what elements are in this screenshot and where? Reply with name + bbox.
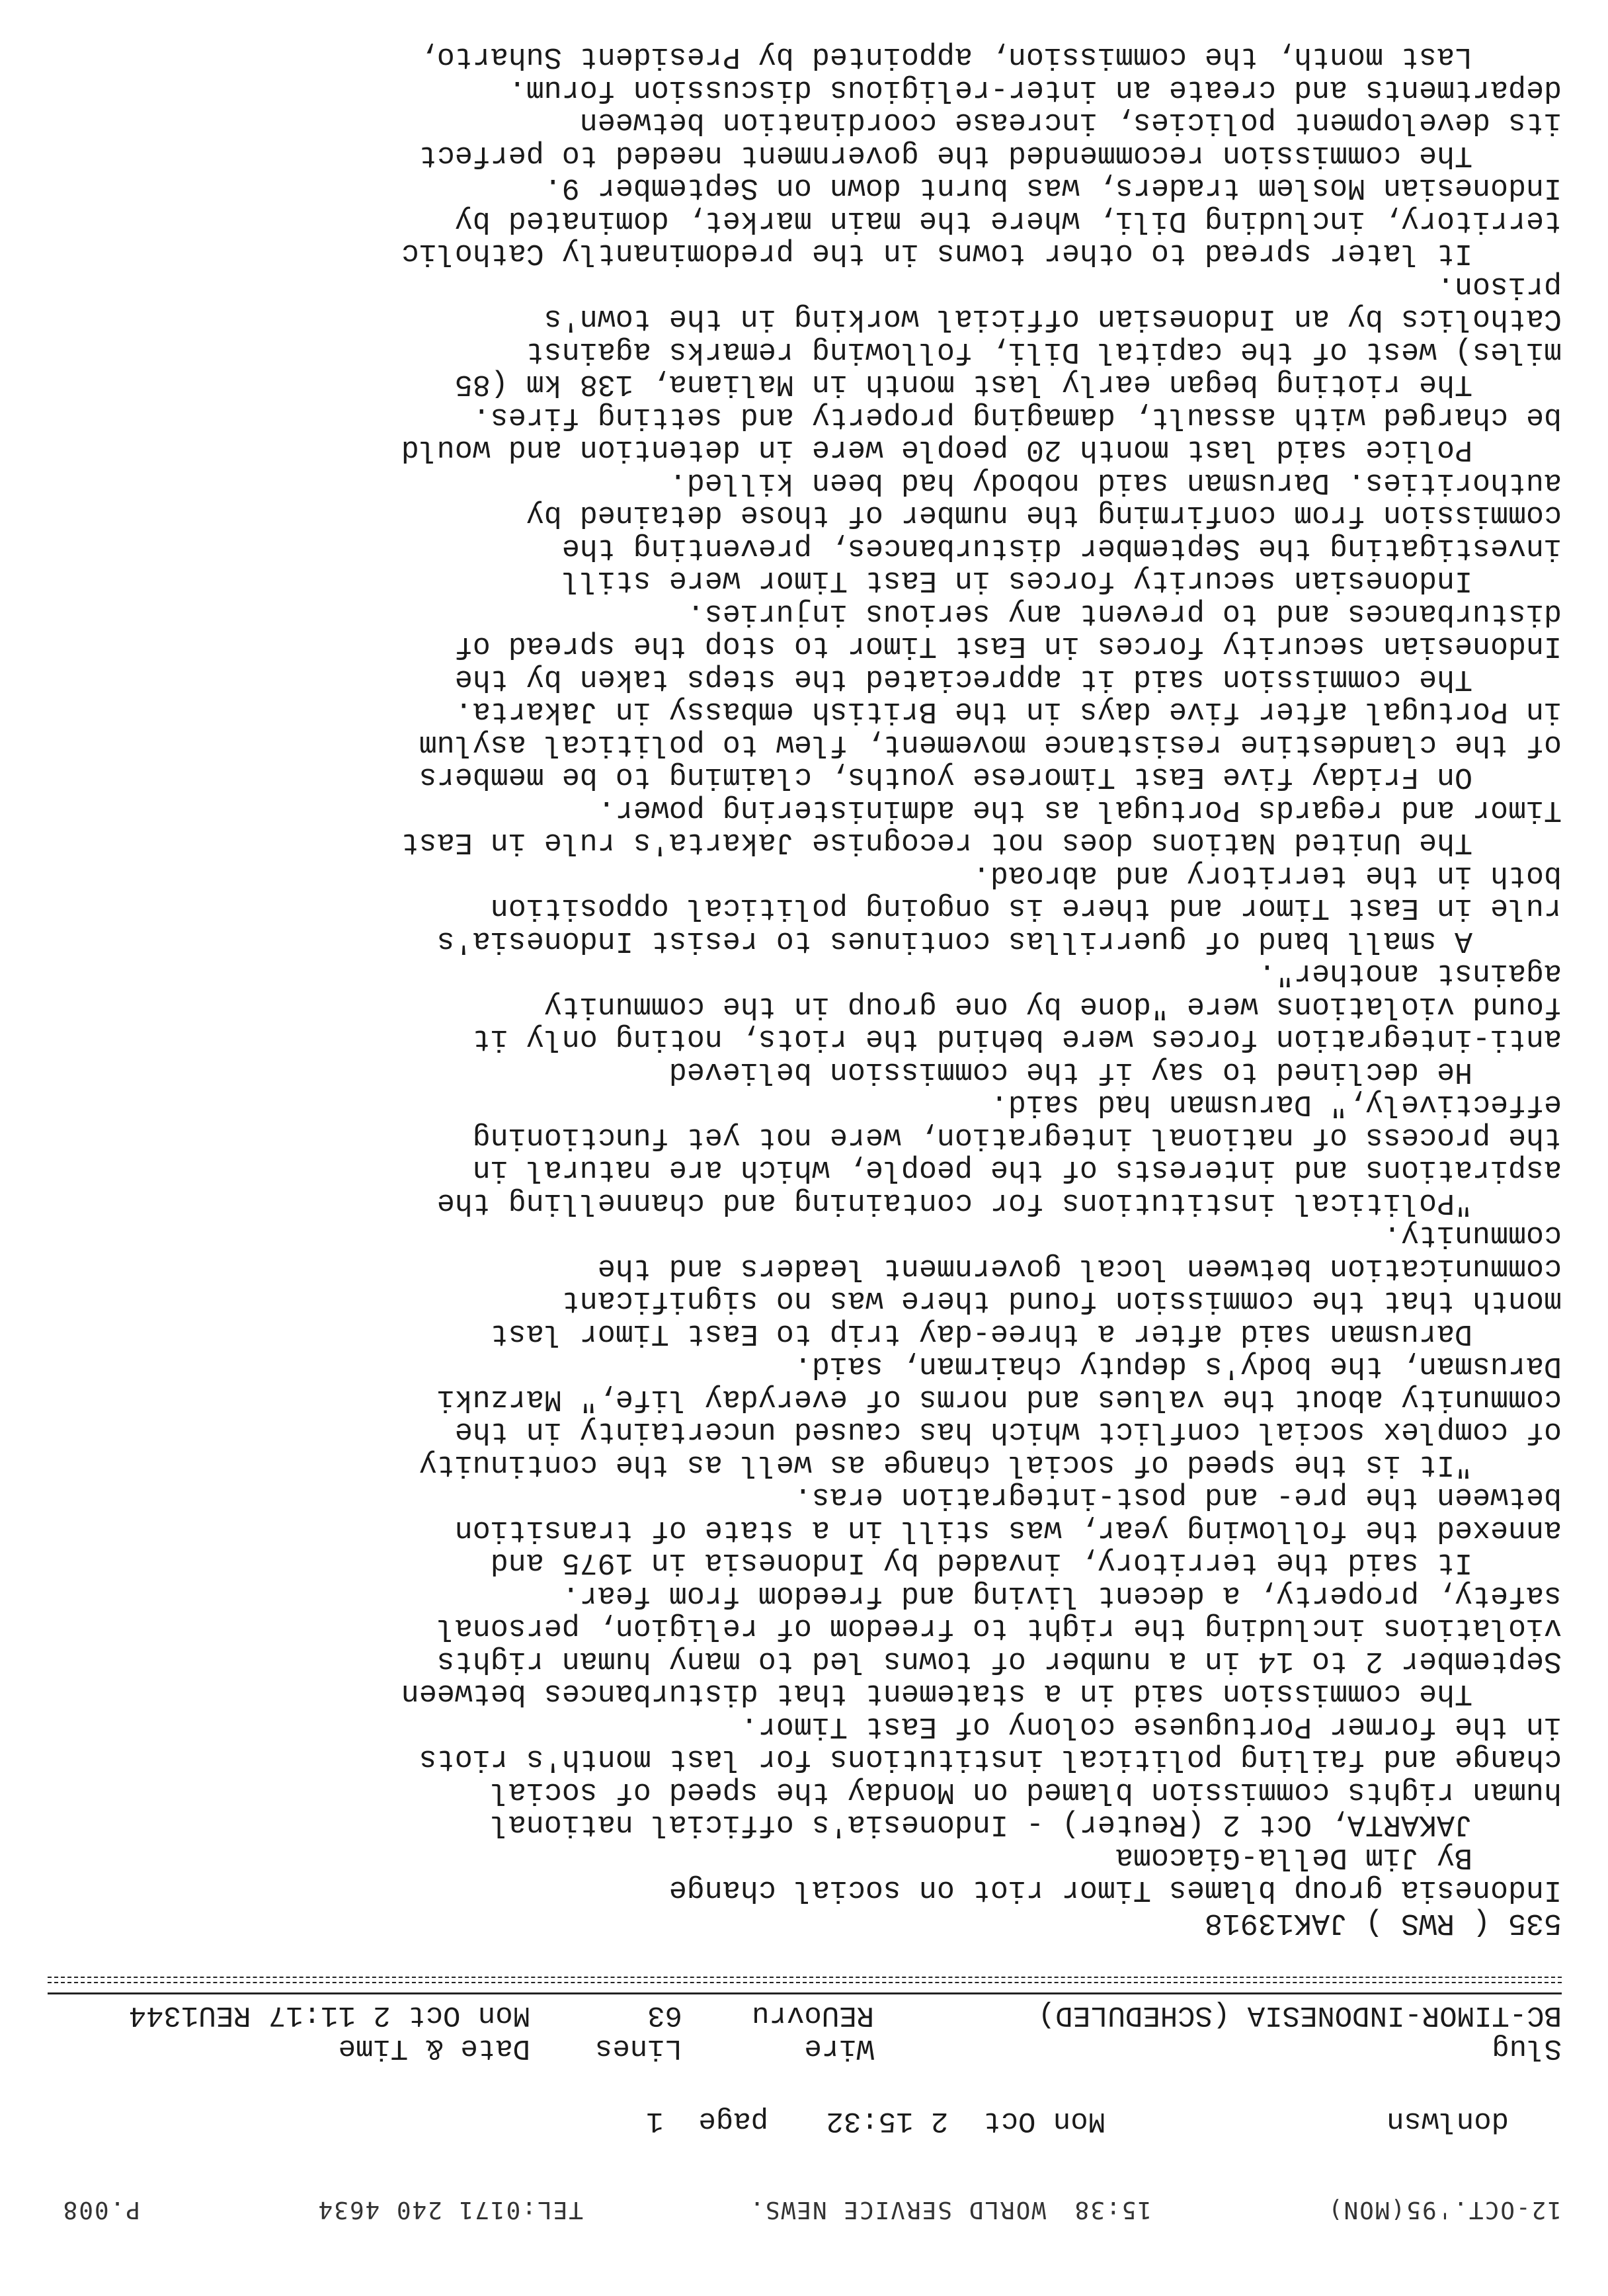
story-line: be charged with assault, damaging property and setting fires. (472, 400, 1562, 434)
story-line: in Portugal after five days in the British embassy in Jakarta. (454, 694, 1562, 729)
slug-table (48, 1977, 1562, 2065)
story-line: Police said last month 20 people were in detention and would (401, 432, 1562, 467)
story-line: the process of national integration, were not yet functioning (472, 1120, 1562, 1154)
story-body (41, 40, 1562, 1939)
story-line: investigating the September disturbances, preventing the (561, 531, 1562, 565)
story-line: It said the territory, invaded by Indonesia in 1975 and (490, 1545, 1562, 1580)
page-indicator: page 1 (646, 2104, 768, 2137)
story-line: between the pre- and post-integration eras. (793, 1480, 1562, 1514)
story-line: rule in East Timor and there is ongoing political opposition (490, 891, 1562, 925)
story-line: miles) west of the capital Dili, following remarks against (526, 335, 1562, 368)
lines-value: 63 (647, 1998, 682, 2031)
story-line: community. (1383, 1218, 1562, 1252)
story-line: September 2 to 14 in a number of towns led to many human rights (436, 1644, 1562, 1678)
fax-telephone: TEL:0171 240 4634 (317, 2196, 583, 2223)
story-line: The commission recommended the government needed to perfect (419, 138, 1562, 172)
slug-value: BC-TIMOR-INDONESIA (SCHEDULED) (1037, 1998, 1562, 2031)
story-line: departments and create an inter-religious discussion forum. (508, 73, 1562, 106)
slug-header-row (48, 2031, 1562, 2065)
story-line: violations including the right to freedom of religion, personal (436, 1611, 1562, 1645)
divider (48, 1977, 1562, 1983)
story-line: Darusman, the body's deputy chairman, said. (793, 1349, 1562, 1383)
fax-time: 15:38 (1073, 2196, 1152, 2223)
slug-data-row (48, 1992, 1562, 2031)
story-line: A small band of guerrillas continues to resist Indonesia's (436, 924, 1562, 958)
fax-date: 12-OCT.'95(MON) (1326, 2196, 1562, 2223)
date-time-value: Mon Oct 2 11:17 REU1344 (128, 1998, 530, 2031)
slug-header: Slug (1492, 2031, 1562, 2065)
story-line: its development policies, increase coordination between (579, 105, 1562, 140)
story-line: communication between local government leaders and the (597, 1251, 1562, 1285)
lines-header: Lines (594, 2031, 682, 2065)
story-line: "Political institutions for containing and channelling the (436, 1186, 1562, 1219)
story-line: The commission said in a statement that disturbances between (401, 1676, 1562, 1711)
story-line: authorities. Darusman said nobody had been killed. (668, 466, 1562, 499)
story-line: territory, including Dili, where the main market, dominated by (454, 204, 1562, 237)
story-line: Indonesia group blames Timor riot on social change (668, 1873, 1562, 1907)
wire-value: REUovru (752, 1998, 874, 2031)
story-line: month that the commission found there was no significant (561, 1284, 1562, 1318)
story-line: commission from confirming the number of those detained by (526, 498, 1562, 532)
story-line: change and failing political institutions for last month's riots (419, 1742, 1562, 1776)
story-line: Indonesian security forces in East Timor to stop the spread of (454, 629, 1562, 663)
story-line: JAKARTA, Oct 2 (Reuter) - Indonesia's official national (490, 1807, 1562, 1842)
story-line: "It is the speed of social change as well as the continuity (419, 1448, 1562, 1481)
story-line: disturbances and to prevent any serious injuries. (686, 596, 1562, 630)
fax-page-number: P.008 (61, 2196, 140, 2223)
print-date: Mon Oct 2 15:32 (826, 2104, 1106, 2137)
story-line: anti-integration forces were behind the riots, noting only it (472, 1022, 1562, 1056)
story-line: Indonesian Moslem traders, was burnt down on September 9. (543, 171, 1562, 205)
story-line: Last month, the commission, appointed by President Suharto, (419, 40, 1562, 74)
story-line: It later spread to other towns in the predominantly Catholic (401, 236, 1562, 270)
story-line: The United Nations does not recognise Jakarta's rule in East (401, 825, 1562, 860)
story-line: The rioting began early last month in Maliana, 138 km (85 (454, 367, 1562, 401)
fax-organization: WORLD SERVICE NEWS. (748, 2196, 1046, 2223)
story-line: 535 ( RWS ) JAK13918 (1204, 1906, 1562, 1940)
story-line: community about the values and norms of everyday life," Marzuki (436, 1382, 1562, 1416)
story-line: aspirations and interests of the people, which are natural in (472, 1153, 1562, 1187)
story-line: of complex social conflict which has caused uncertainty in the (454, 1414, 1562, 1449)
story-line: human rights commission blamed on Monday the speed of social (490, 1775, 1562, 1809)
story-line: safety, property, a decent living and freedom from fear. (561, 1578, 1562, 1612)
story-line: On Friday five East Timorese youths, claiming to be members (419, 760, 1562, 794)
story-line: against another". (1258, 956, 1562, 991)
story-line: prison. (1436, 269, 1562, 303)
story-line: By Jim Della-Giacoma (1115, 1840, 1562, 1874)
story-line: He declined to say if the commission believed (668, 1055, 1562, 1088)
story-line: The commission said it appreciated the steps taken by the (454, 662, 1562, 696)
story-line: of the clandestine resistance movement, flew to political asylum (419, 727, 1562, 761)
story-line: annexed the following year, was still in a state of transition (454, 1513, 1562, 1547)
wire-header: Wire (804, 2031, 874, 2065)
story-line: Darusman said after a three-day trip to East Timor last (490, 1317, 1562, 1350)
story-line: found violations were "done by one group in the community (543, 989, 1562, 1023)
story-line: in the former Portuguese colony of East Timor. (740, 1709, 1562, 1743)
story-line: both in the territory and abroad. (972, 858, 1562, 892)
story-line: Indonesian security forces in East Timor were still (561, 563, 1562, 598)
user-name: donlwsn (1387, 2104, 1509, 2137)
story-line: Catholics by an Indonesian official working in the town's (543, 302, 1562, 336)
date-time-header: Date & Time (338, 2031, 530, 2065)
story-line: Timor and regards Portugal as the administering power. (597, 793, 1562, 827)
story-line: effectively," Darusman had said. (990, 1087, 1562, 1122)
